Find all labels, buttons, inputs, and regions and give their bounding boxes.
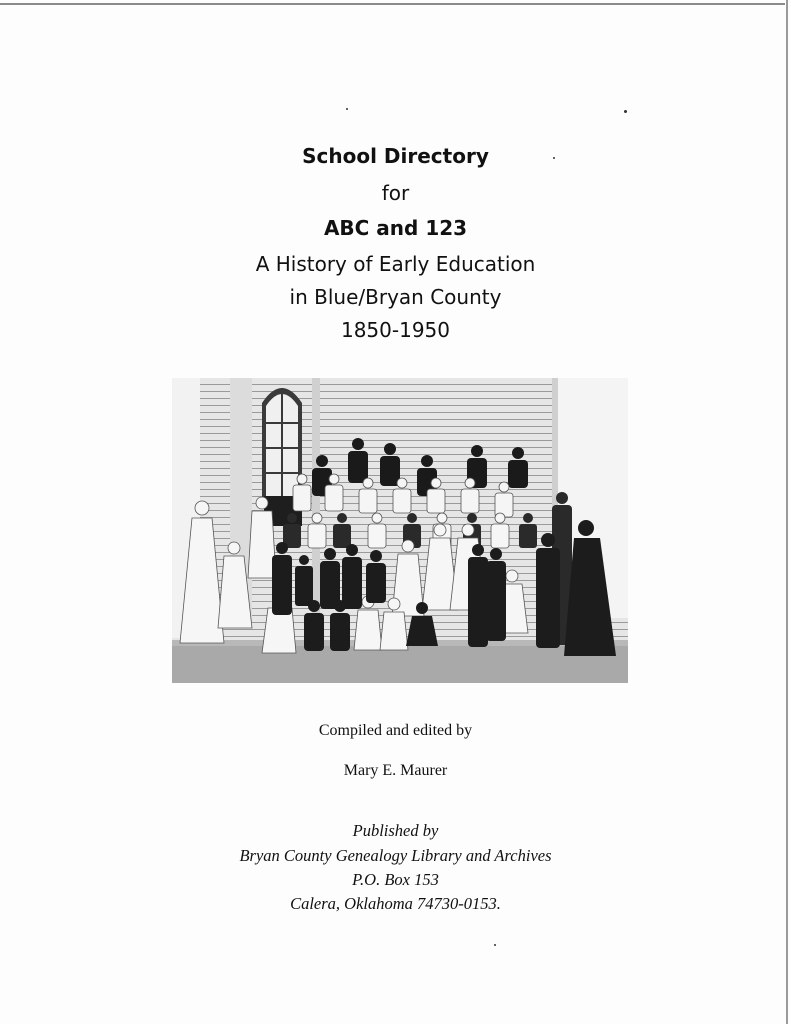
author-name: Mary E. Maurer: [343, 762, 448, 779]
subtitle-county: in Blue/Bryan County: [289, 285, 502, 309]
class-photo-illustration: [172, 378, 628, 683]
publisher-label: Published by: [352, 821, 439, 840]
subtitle-years: 1850-1950: [340, 318, 450, 342]
publisher-name: Bryan County Genealogy Library and Archives: [239, 846, 552, 865]
compiled-label: Compiled and edited by: [318, 722, 473, 739]
publisher-po-box: P.O. Box 153: [352, 870, 439, 889]
title-subject: ABC and 123: [323, 216, 468, 240]
title-for: for: [381, 181, 410, 205]
scan-edge-top: [0, 3, 785, 5]
subtitle-history: A History of Early Education: [255, 252, 536, 276]
title-main: School Directory: [302, 144, 489, 168]
publisher-city: Calera, Oklahoma 74730-0153.: [290, 894, 501, 913]
scan-speck: [624, 110, 627, 113]
scan-speck: [346, 108, 348, 110]
scan-speck: [494, 944, 496, 946]
class-photo: [172, 378, 628, 683]
